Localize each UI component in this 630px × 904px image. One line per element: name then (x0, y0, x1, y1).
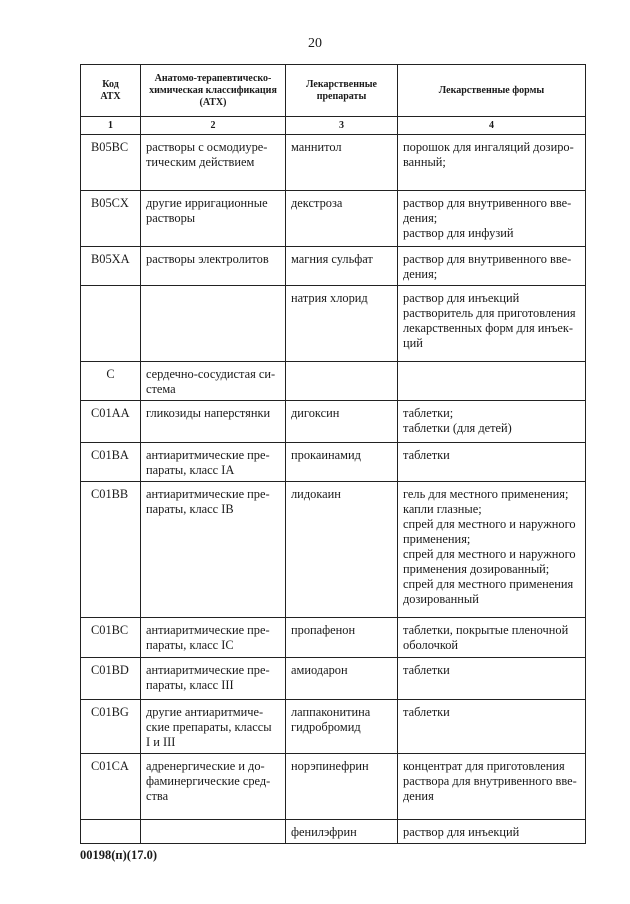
classification-line: другие антиаритмиче- (146, 705, 264, 719)
drug-cell (286, 135, 398, 191)
classification-line: сердечно-сосудистая си- (146, 367, 276, 381)
classification-line: другие ирригационные (146, 196, 268, 210)
dosage-forms-line: таблетки, покрытые пленочной (403, 623, 569, 637)
atc-code-cell: B05CX (81, 191, 141, 247)
classification-cell (141, 820, 286, 844)
table-row (81, 191, 586, 247)
dosage-forms-cell (398, 191, 586, 247)
table-row (81, 754, 586, 820)
drug-line: маннитол (291, 140, 342, 154)
table-row (81, 482, 586, 618)
classification-line: ские препараты, классы (146, 720, 272, 734)
drug-cell (286, 362, 398, 401)
dosage-forms-line: лекарственных форм для инъек- (403, 321, 574, 335)
classification-line: гликозиды наперстянки (146, 406, 271, 420)
dosage-forms-line: раствор для инъекций (403, 825, 520, 839)
dosage-forms-line: гель для местного применения; (403, 487, 569, 501)
classification-line: растворы с осмодиуре- (146, 140, 268, 154)
drug-line: лидокаин (291, 487, 341, 501)
atc-code-cell: C01AA (81, 401, 141, 443)
dosage-forms-cell (398, 754, 586, 820)
dosage-forms-line: раствор для инфузий (403, 226, 514, 240)
column-number: 4 (398, 117, 586, 135)
dosage-forms-line: раствора для внутривенного вве- (403, 774, 577, 788)
dosage-forms-line: капли глазные; (403, 502, 482, 516)
drug-cell (286, 754, 398, 820)
header-atc-code: Код АТХ (81, 65, 141, 117)
dosage-forms-cell (398, 135, 586, 191)
classification-line: растворы (146, 211, 196, 225)
drug-line: лаппаконитина (291, 705, 371, 719)
drug-line: норэпинефрин (291, 759, 369, 773)
column-number: 1 (81, 117, 141, 135)
dosage-forms-line: ций (403, 336, 423, 350)
classification-line: параты, класс IC (146, 638, 234, 652)
atc-code-cell: B05BC (81, 135, 141, 191)
atc-code-cell: C01BB (81, 482, 141, 618)
classification-cell (141, 443, 286, 482)
drug-cell (286, 482, 398, 618)
drug-cell (286, 286, 398, 362)
drug-cell (286, 618, 398, 658)
dosage-forms-line: растворитель для приготовления (403, 306, 576, 320)
dosage-forms-cell (398, 362, 586, 401)
classification-line: стема (146, 382, 176, 396)
table-row (81, 247, 586, 286)
classification-line: параты, класс IВ (146, 502, 234, 516)
table-row (81, 700, 586, 754)
dosage-forms-cell (398, 820, 586, 844)
header-dosage-forms: Лекарственные формы (398, 65, 586, 117)
drug-line: фенилэфрин (291, 825, 357, 839)
header-classification: Анатомо-терапевтическо- химическая классификация (АТХ) (141, 65, 286, 117)
dosage-forms-cell (398, 658, 586, 700)
dosage-forms-cell (398, 700, 586, 754)
dosage-forms-line: дения; (403, 211, 438, 225)
classification-cell (141, 247, 286, 286)
page-number: 20 (308, 36, 322, 51)
classification-cell (141, 135, 286, 191)
dosage-forms-line: раствор для инъекций (403, 291, 520, 305)
atc-code-cell (81, 286, 141, 362)
header-row (81, 65, 586, 117)
classification-cell (141, 482, 286, 618)
drug-cell (286, 658, 398, 700)
dosage-forms-line: применения дозированный; (403, 562, 550, 576)
table-row (81, 618, 586, 658)
classification-line: растворы электролитов (146, 252, 269, 266)
dosage-forms-line: дения (403, 789, 434, 803)
dosage-forms-cell (398, 401, 586, 443)
drug-line: пропафенон (291, 623, 356, 637)
drug-line: амиодарон (291, 663, 348, 677)
atc-code-cell: C01CA (81, 754, 141, 820)
atc-code-cell: B05XA (81, 247, 141, 286)
dosage-forms-line: спрей для местного применения (403, 577, 574, 591)
classification-line: антиаритмические пре- (146, 663, 270, 677)
drug-line: магния сульфат (291, 252, 373, 266)
header-drugs: Лекарственные препараты (286, 65, 398, 117)
atc-code-cell: C (81, 362, 141, 401)
drug-cell (286, 401, 398, 443)
table-row (81, 135, 586, 191)
classification-cell (141, 191, 286, 247)
drug-line: дигоксин (291, 406, 340, 420)
dosage-forms-cell (398, 443, 586, 482)
classification-cell (141, 401, 286, 443)
classification-line: I и III (146, 735, 176, 749)
table-row (81, 286, 586, 362)
drug-table (80, 64, 586, 844)
atc-code-cell: C01BD (81, 658, 141, 700)
drug-cell (286, 191, 398, 247)
table-row (81, 443, 586, 482)
classification-cell (141, 362, 286, 401)
dosage-forms-line: ванный; (403, 155, 446, 169)
document-code: 00198(п)(17.0) (80, 848, 157, 862)
classification-line: антиаритмические пре- (146, 623, 270, 637)
drug-cell (286, 247, 398, 286)
classification-line: антиаритмические пре- (146, 448, 270, 462)
dosage-forms-line: применения; (403, 532, 471, 546)
table-row (81, 362, 586, 401)
table-row (81, 820, 586, 844)
table-row (81, 401, 586, 443)
atc-code-cell (81, 820, 141, 844)
classification-cell (141, 658, 286, 700)
dosage-forms-line: спрей для местного и наружного (403, 547, 576, 561)
dosage-forms-line: таблетки (403, 705, 450, 719)
classification-line: тическим действием (146, 155, 255, 169)
dosage-forms-line: порошок для ингаляций дозиро- (403, 140, 574, 154)
drug-cell (286, 443, 398, 482)
classification-cell (141, 754, 286, 820)
drug-cell (286, 820, 398, 844)
dosage-forms-cell (398, 618, 586, 658)
table-row (81, 658, 586, 700)
classification-cell (141, 700, 286, 754)
dosage-forms-cell (398, 247, 586, 286)
classification-cell (141, 286, 286, 362)
classification-line: ства (146, 789, 169, 803)
dosage-forms-line: таблетки; (403, 406, 454, 420)
atc-code-cell: C01BA (81, 443, 141, 482)
drug-line: натрия хлорид (291, 291, 368, 305)
dosage-forms-line: концентрат для приготовления (403, 759, 565, 773)
dosage-forms-line: оболочкой (403, 638, 459, 652)
classification-cell (141, 618, 286, 658)
dosage-forms-line: дения; (403, 267, 438, 281)
dosage-forms-line: таблетки (403, 448, 450, 462)
drug-line: декстроза (291, 196, 343, 210)
classification-line: параты, класс III (146, 678, 234, 692)
table-body (81, 135, 586, 844)
atc-code-cell: C01BC (81, 618, 141, 658)
column-number-row (81, 117, 586, 135)
classification-line: параты, класс IА (146, 463, 235, 477)
dosage-forms-line: таблетки (403, 663, 450, 677)
atc-code-cell: C01BG (81, 700, 141, 754)
column-number: 3 (286, 117, 398, 135)
drug-line: прокаинамид (291, 448, 361, 462)
column-number: 2 (141, 117, 286, 135)
dosage-forms-line: таблетки (для детей) (403, 421, 512, 435)
dosage-forms-line: раствор для внутривенного вве- (403, 196, 572, 210)
classification-line: фаминергические сред- (146, 774, 271, 788)
drug-line: гидробромид (291, 720, 361, 734)
dosage-forms-line: спрей для местного и наружного (403, 517, 576, 531)
dosage-forms-cell (398, 286, 586, 362)
dosage-forms-cell (398, 482, 586, 618)
dosage-forms-line: дозированный (403, 592, 479, 606)
classification-line: адренергические и до- (146, 759, 265, 773)
classification-line: антиаритмические пре- (146, 487, 270, 501)
drug-cell (286, 700, 398, 754)
dosage-forms-line: раствор для внутривенного вве- (403, 252, 572, 266)
